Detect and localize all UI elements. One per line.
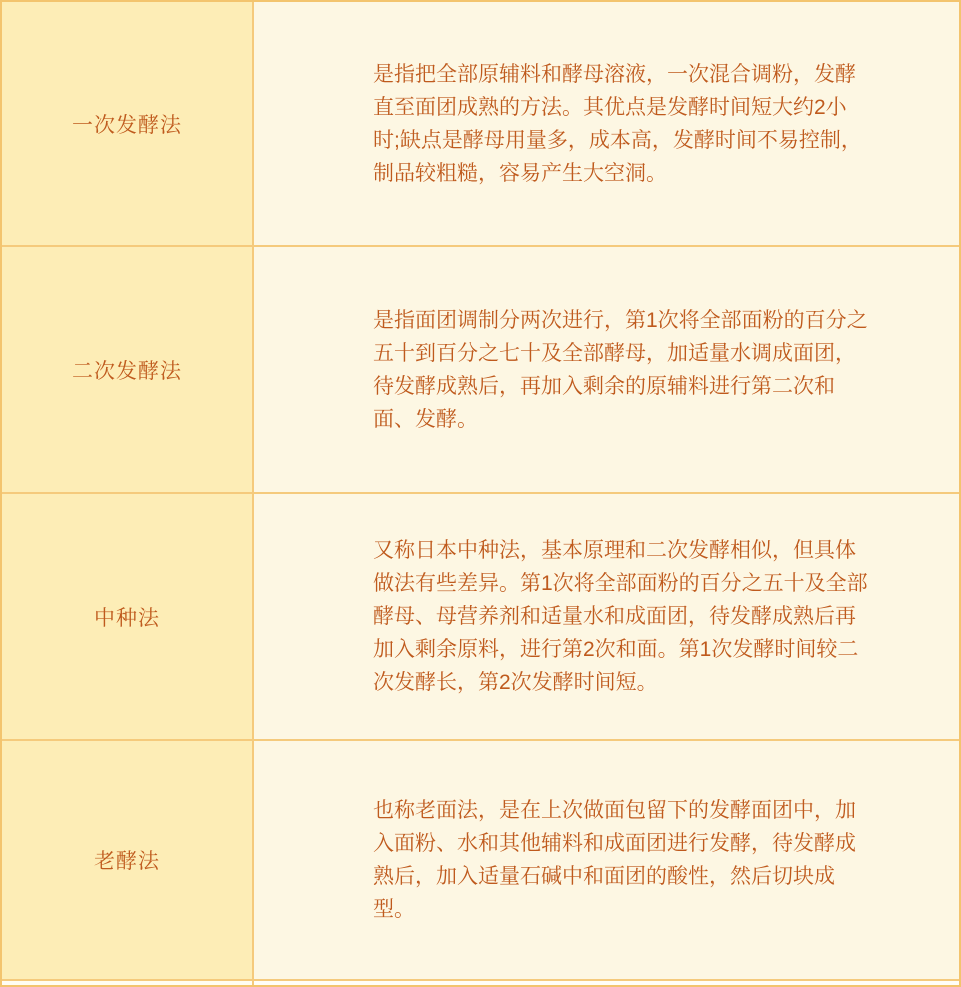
- method-name-label: 一次发酵法: [72, 113, 182, 137]
- method-description-cell: [254, 247, 959, 492]
- method-name-label: 二次发酵法: [72, 359, 182, 383]
- method-description-cell: [254, 981, 959, 985]
- table-row: [2, 2, 959, 247]
- table-row: [2, 247, 959, 494]
- table-row: [2, 741, 959, 981]
- method-name-cell: [2, 741, 254, 979]
- table-row-partial: [2, 981, 959, 985]
- method-name-cell: [2, 494, 254, 739]
- method-description-text: 也称老面法，是在上次做面包留下的发酵面团中，加入面粉、水和其他辅料和成面团进行发酵，待发酵成熟后，加入适量石碱中和面团的酸性，然后切块成型。: [373, 799, 856, 921]
- method-name-label: 老酵法: [94, 850, 160, 873]
- method-description-cell: [254, 741, 959, 979]
- method-description-text: 是指把全部原辅料和酵母溶液，一次混合调粉，发酵直至面团成熟的方法。其优点是发酵时间短大约2小时;缺点是酵母用量多，成本高，发酵时间不易控制，制品较粗糙，容易产生大空洞。: [373, 62, 862, 185]
- method-name-cell: [2, 247, 254, 492]
- method-name-cell: [2, 2, 254, 245]
- method-description-cell: [254, 494, 959, 739]
- method-name-label: 中种法: [94, 606, 160, 630]
- method-description-text: 又称日本中种法，基本原理和二次发酵相似，但具体做法有些差异。第1次将全部面粉的百分之五十及全部酵母、母营养剂和适量水和成面团，待发酵成熟后再加入剩余原料，进行第2次和面。第1次发酵时间较二次发酵长，第2次发酵时间短。: [373, 539, 868, 694]
- table-row: [2, 494, 959, 741]
- method-description-text: 是指面团调制分两次进行，第1次将全部面粉的百分之五十到百分之七十及全部酵母，加适量水调成面团，待发酵成熟后，再加入剩余的原辅料进行第二次和面、发酵。: [373, 308, 868, 431]
- method-name-cell: [2, 981, 254, 985]
- method-description-cell: [254, 2, 959, 245]
